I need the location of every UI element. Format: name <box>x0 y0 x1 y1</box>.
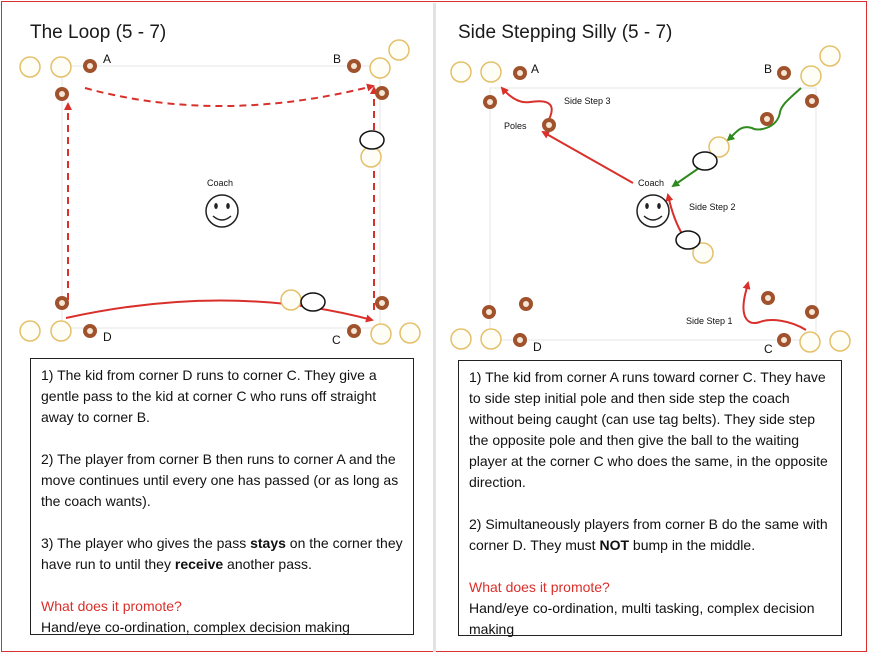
cone <box>777 66 791 80</box>
cone <box>513 333 527 347</box>
player-circle <box>800 332 820 352</box>
player-circle <box>481 329 501 349</box>
left-corner-c: C <box>332 333 341 347</box>
right-step-1: 1) The kid from corner A runs toward corner C. They have to side step initial pole and then side step the coach without being caught (can use tag belts). They side step the opposite pole and then give the ball to the waiting player at the corner C who does the same, in the opposite direction. <box>469 369 828 490</box>
right-corner-b: B <box>764 62 773 76</box>
player-circle <box>801 66 821 86</box>
right-promote-heading: What does it promote? <box>469 579 610 595</box>
player-circle <box>481 62 501 82</box>
left-step-1: 1) The kid from corner D runs to corner C. They give a gentle pass to the kid at corner C who runs off straight away to corner B. <box>41 367 377 425</box>
left-step-3: 3) The player who gives the pass stays on the corner they have run to until they receive another pass. <box>41 535 403 572</box>
side-step-3-label: Side Step 3 <box>564 96 611 106</box>
side-step-2-label: Side Step 2 <box>689 202 736 212</box>
red-arrow-to-poles <box>543 132 633 183</box>
left-corner-b: B <box>333 52 342 66</box>
coach-smiley-icon <box>637 195 669 227</box>
green-arrow-to-coach <box>673 168 699 186</box>
red-arrow-side-step-3 <box>502 88 552 125</box>
left-step-2: 2) The player from corner B then runs to corner A and the move continues until every one has passed (or as long as the coach wants). <box>41 451 399 509</box>
cone <box>805 305 819 319</box>
ball <box>676 231 700 249</box>
red-arrow-side-step-1 <box>743 283 806 330</box>
left-promote-heading: What does it promote? <box>41 598 182 614</box>
left-promote-text: Hand/eye co-ordination, complex decision making <box>41 619 350 635</box>
right-corner-c: C <box>764 342 773 356</box>
cone <box>482 305 496 319</box>
left-corner-d: D <box>103 330 112 344</box>
player-circle <box>820 46 840 66</box>
cone <box>513 66 527 80</box>
left-panel-title: The Loop (5 - 7) <box>30 22 167 43</box>
player-circle <box>451 62 471 82</box>
cone <box>760 112 774 126</box>
cone <box>519 297 533 311</box>
right-step-2: 2) Simultaneously players from corner B do the same with corner D. They must NOT bump in the middle. <box>469 516 828 553</box>
right-panel-title: Side Stepping Silly (5 - 7) <box>458 22 673 43</box>
left-corner-a: A <box>103 52 112 66</box>
poles-label: Poles <box>504 121 527 131</box>
right-promote-text: Hand/eye co-ordination, multi tasking, complex decision making <box>469 600 815 637</box>
cone <box>777 333 791 347</box>
right-coach-label: Coach <box>638 178 665 188</box>
right-corner-a: A <box>531 62 540 76</box>
ball <box>693 152 717 170</box>
left-coach-label: Coach <box>207 178 234 188</box>
right-instructions-box <box>458 360 842 636</box>
cone <box>542 118 556 132</box>
cone <box>483 95 497 109</box>
cone <box>805 94 819 108</box>
player-circle <box>830 331 850 351</box>
side-step-1-label: Side Step 1 <box>686 316 733 326</box>
player-circle <box>451 329 471 349</box>
right-corner-d: D <box>533 340 542 354</box>
cone <box>761 291 775 305</box>
